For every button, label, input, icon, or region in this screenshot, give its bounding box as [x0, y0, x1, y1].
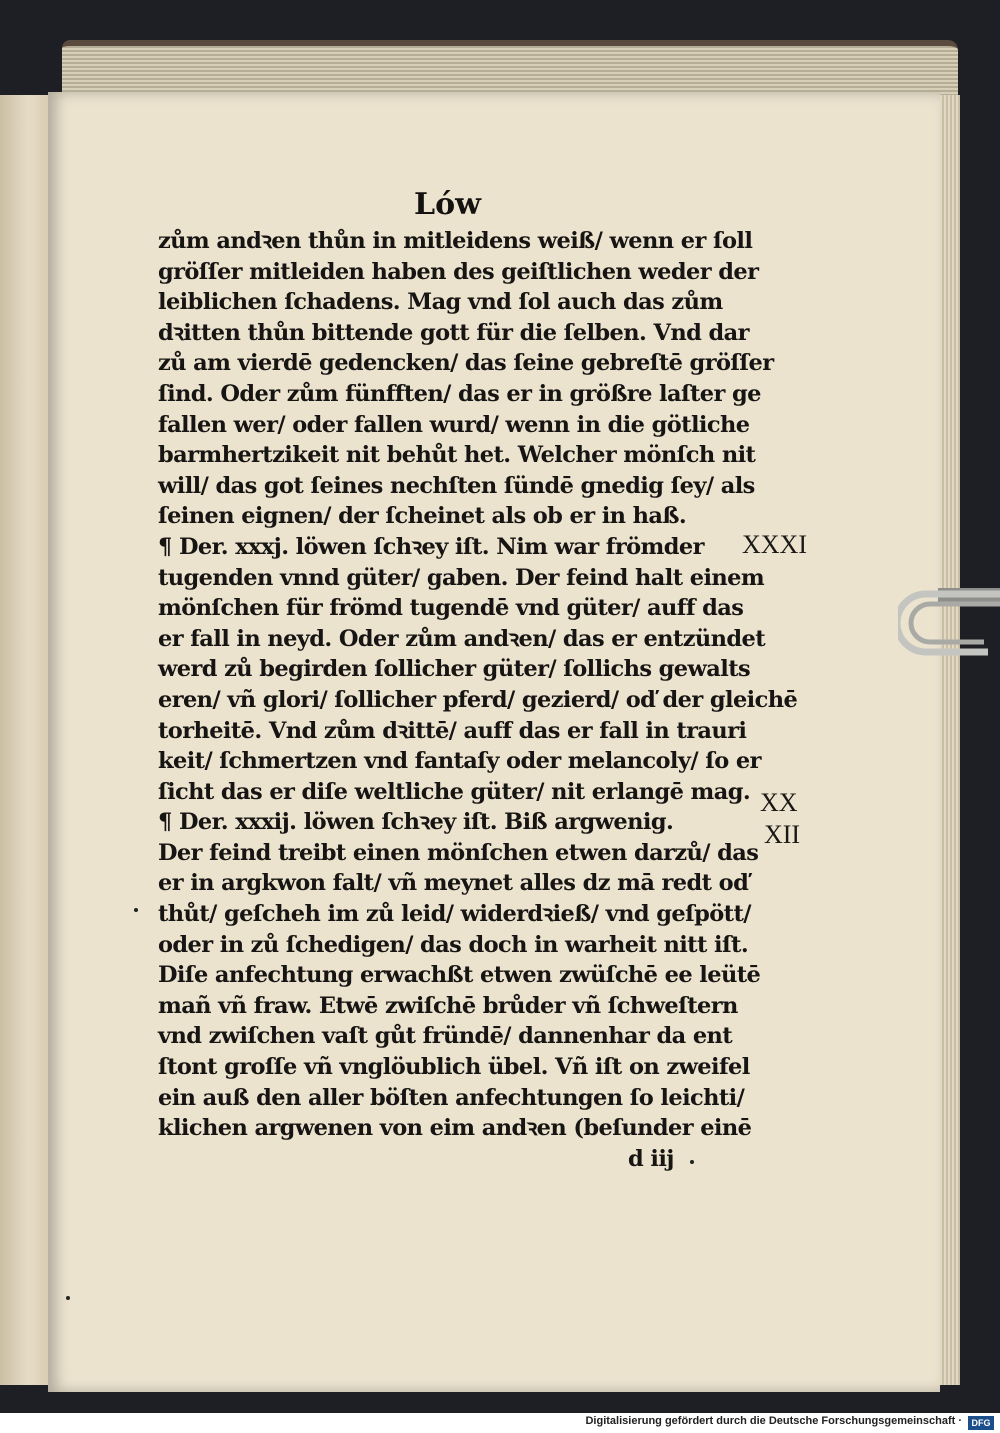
text-line: er fall in neyd. Oder zům andꝛen/ das er entzündet: [158, 625, 766, 652]
text-line: torheitē. Vnd zům dꝛittē/ auff das er fall in trauri: [158, 717, 747, 744]
text-line: ſicht das er diſe weltliche güter/ nit erlangē mag.: [158, 778, 751, 805]
margin-note-xx: XX: [760, 788, 798, 817]
text-line: fallen wer/ oder fallen wurd/ wenn in die götliche: [158, 411, 750, 438]
footer-credit: Digitalisierung gefördert durch die Deutsche Forschungsgemeinschaft ·: [585, 1415, 962, 1427]
text-line: dꝛitten thůn bittende gott für die ſelben. Vnd dar: [158, 319, 749, 346]
text-line: klichen argwenen von eim andꝛen (beſunder einē: [158, 1115, 752, 1142]
text-line: leiblichen ſchadens. Mag vnd ſol auch das zům: [158, 289, 723, 316]
text-line: oder in zů ſchedigen/ das doch in warheit nitt iſt.: [158, 931, 749, 958]
text-line: ein auß den aller böſten anfechtungen ſo leichti/: [158, 1084, 745, 1111]
paragraph-start: ¶ Der. xxxj. löwen ſchꝛey iſt. Nim war frömder: [158, 533, 704, 560]
text-line: ſind. Oder zům fünfften/ das er in größre laſter ge: [158, 380, 761, 407]
text-line: ſeinen eignen/ der ſcheinet als ob er in haß.: [158, 503, 687, 530]
margin-note-xii: XII: [764, 820, 801, 849]
signature-mark: d iij: [628, 1145, 674, 1172]
text-line: thůt/ geſcheh im zů leid/ widerdꝛieß/ vnd geſpött/: [158, 901, 751, 928]
text-line: werd zů begirden ſollicher güter/ ſollichs gewalts: [158, 656, 751, 683]
text-line: vnd zwiſchen vaſt gůt fründē/ dannenhar da ent: [158, 1023, 733, 1050]
text-line: eren/ vñ glori/ ſollicher pferd/ gezierd/ oď der gleichē: [158, 686, 798, 713]
text-line: will/ das got ſeines nechſten ſündē gnedig ſey/ als: [158, 472, 755, 499]
text-line: mañ vñ fraw. Etwē zwiſchē brůder vñ ſchweſtern: [158, 992, 738, 1019]
text-line: Der feind treibt einen mönſchen etwen darzů/ das: [158, 839, 759, 866]
text-line: tugenden vnnd güter/ gaben. Der feind halt einem: [158, 564, 765, 591]
text-line: barmhertzikeit nit behůt het. Welcher mönſch nit: [158, 442, 756, 469]
text-line: ſtont groſſe vñ vnglöublich übel. Vñ iſt on zweifel: [158, 1054, 750, 1081]
text-line: zům andꝛen thůn in mitleidens weiß/ wenn er ſoll: [158, 228, 753, 254]
text-line: mönſchen für frömd tugendē vnd güter/ auff das: [158, 595, 744, 622]
text-line: gröſſer mitleiden haben des geiſtlichen weder der: [158, 258, 759, 285]
page-heading: Lów: [414, 187, 481, 222]
left-page-edge: [0, 95, 50, 1385]
text-line: zů am vierdē gedencken/ das ſeine gebreſtē gröſſer: [158, 350, 774, 377]
text-line: keit/ ſchmertzen vnd fantaſy oder melancoly/ ſo er: [158, 748, 761, 775]
paragraph-start: ¶ Der. xxxij. löwen ſchꝛey iſt. Biß argwenig.: [158, 809, 674, 836]
dfg-logo: DFG: [968, 1416, 994, 1430]
text-line: er in argkwon falt/ vñ meynet alles dz mā redt oď: [158, 870, 749, 897]
margin-note-xxxi: XXXI: [742, 530, 807, 559]
text-line: Diſe anfechtung erwachßt etwen zwüſchē ee leütē: [158, 962, 761, 989]
footer-bar: [0, 1413, 1000, 1433]
paper-clip-icon: [898, 580, 1000, 658]
